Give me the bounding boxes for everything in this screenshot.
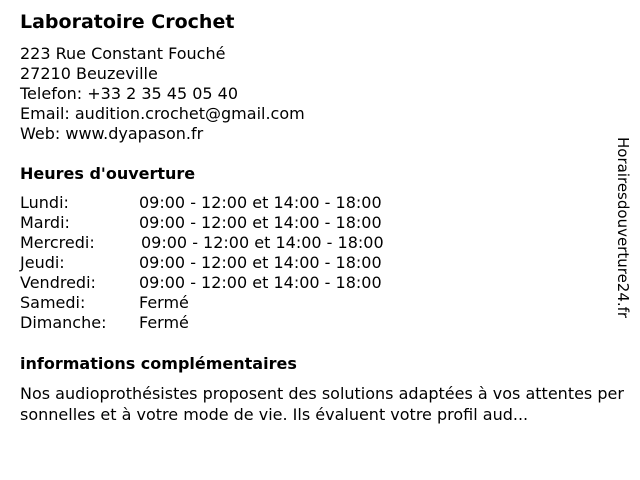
additional-info-heading: informations complémentaires	[20, 354, 297, 373]
day-hours: 09:00 - 12:00 et 14:00 - 18:00	[139, 193, 382, 212]
city-address: 27210 Beuzeville	[20, 64, 158, 83]
email-address[interactable]: Email: audition.crochet@gmail.com	[20, 104, 305, 123]
day-label: Samedi:	[20, 293, 86, 312]
day-hours: Fermé	[139, 293, 189, 312]
day-label: Mardi:	[20, 213, 70, 232]
street-address: 223 Rue Constant Fouché	[20, 44, 226, 63]
day-hours: 09:00 - 12:00 et 14:00 - 18:00	[139, 253, 382, 272]
contact-block	[20, 44, 305, 144]
day-hours: 09:00 - 12:00 et 14:00 - 18:00	[139, 273, 382, 292]
day-hours: 09:00 - 12:00 et 14:00 - 18:00	[139, 213, 382, 232]
additional-info-text: Nos audioprothésistes proposent des solutions adaptées à vos attentes personnelles et à votre mode de vie. Ils évaluent votre profil aud...	[20, 384, 624, 424]
site-watermark-text: Horairesdouverture24.fr	[614, 137, 632, 319]
site-watermark	[613, 137, 633, 347]
day-label: Dimanche:	[20, 313, 107, 332]
opening-hours-heading: Heures d'ouverture	[20, 164, 196, 183]
day-label: Mercredi:	[20, 233, 95, 252]
day-hours: 09:00 - 12:00 et 14:00 - 18:00	[141, 233, 384, 252]
website[interactable]: Web: www.dyapason.fr	[20, 124, 204, 143]
day-hours: Fermé	[139, 313, 189, 332]
business-name: Laboratoire Crochet	[20, 11, 235, 33]
day-label: Jeudi:	[20, 253, 65, 272]
phone-number[interactable]: Telefon: +33 2 35 45 05 40	[20, 84, 239, 103]
day-label: Lundi:	[20, 193, 69, 212]
day-label: Vendredi:	[20, 273, 96, 292]
